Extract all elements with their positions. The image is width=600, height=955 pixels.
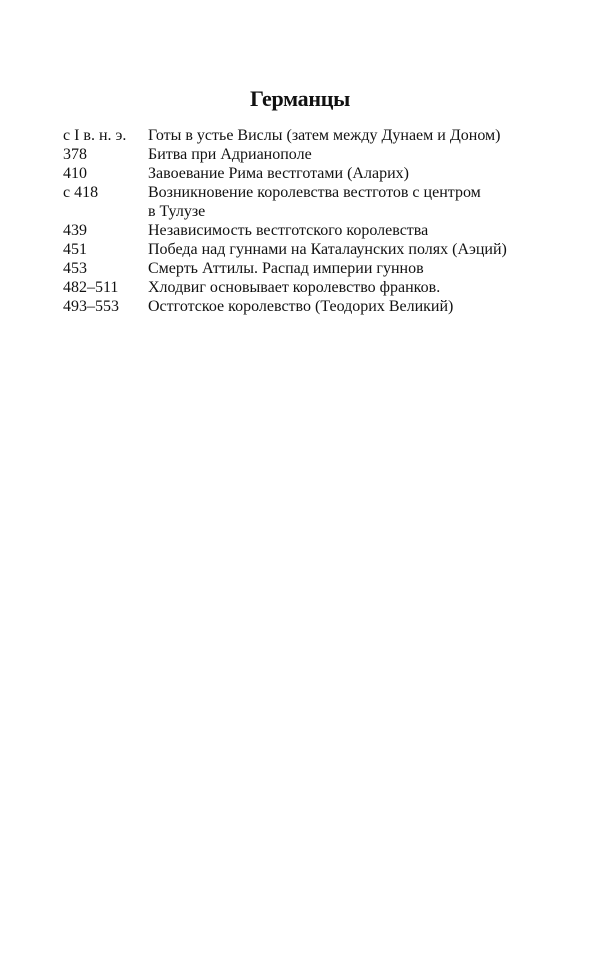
page-title: Германцы bbox=[250, 86, 350, 111]
event: Возникновение королевства вестготов с центром bbox=[148, 184, 481, 201]
table-row bbox=[63, 240, 543, 259]
event: Остготское королевство (Теодорих Великий) bbox=[148, 298, 454, 315]
event: Готы в устье Вислы (затем между Дунаем и Доном) bbox=[148, 127, 501, 144]
event: Независимость вестготского королевства bbox=[148, 222, 429, 239]
date: 410 bbox=[63, 165, 87, 182]
date: 493–553 bbox=[63, 298, 119, 315]
date bbox=[63, 202, 148, 221]
table-row bbox=[63, 126, 543, 145]
event: в Тулузе bbox=[148, 203, 206, 220]
date: 378 bbox=[63, 146, 87, 163]
date: 439 bbox=[63, 222, 87, 239]
table-row bbox=[63, 164, 543, 183]
date: 482–511 bbox=[63, 279, 119, 296]
event: Завоевание Рима вестготами (Аларих) bbox=[148, 165, 409, 182]
table-row bbox=[63, 145, 543, 164]
table-row bbox=[63, 278, 543, 297]
date: 453 bbox=[63, 260, 87, 277]
table-row bbox=[63, 202, 543, 221]
chronology-table bbox=[63, 126, 543, 316]
event: Битва при Адрианополе bbox=[148, 146, 312, 163]
event: Победа над гуннами на Каталаунских полях (Аэций) bbox=[148, 241, 507, 258]
table-row bbox=[63, 221, 543, 240]
table-row bbox=[63, 183, 543, 202]
event: Хлодвиг основывает королевство франков. bbox=[148, 279, 441, 296]
table-row bbox=[63, 297, 543, 316]
date: с I в. н. э. bbox=[63, 127, 127, 144]
date: 451 bbox=[63, 241, 87, 258]
event: Смерть Аттилы. Распад империи гуннов bbox=[148, 260, 424, 277]
table-row bbox=[63, 259, 543, 278]
date: с 418 bbox=[63, 184, 99, 201]
